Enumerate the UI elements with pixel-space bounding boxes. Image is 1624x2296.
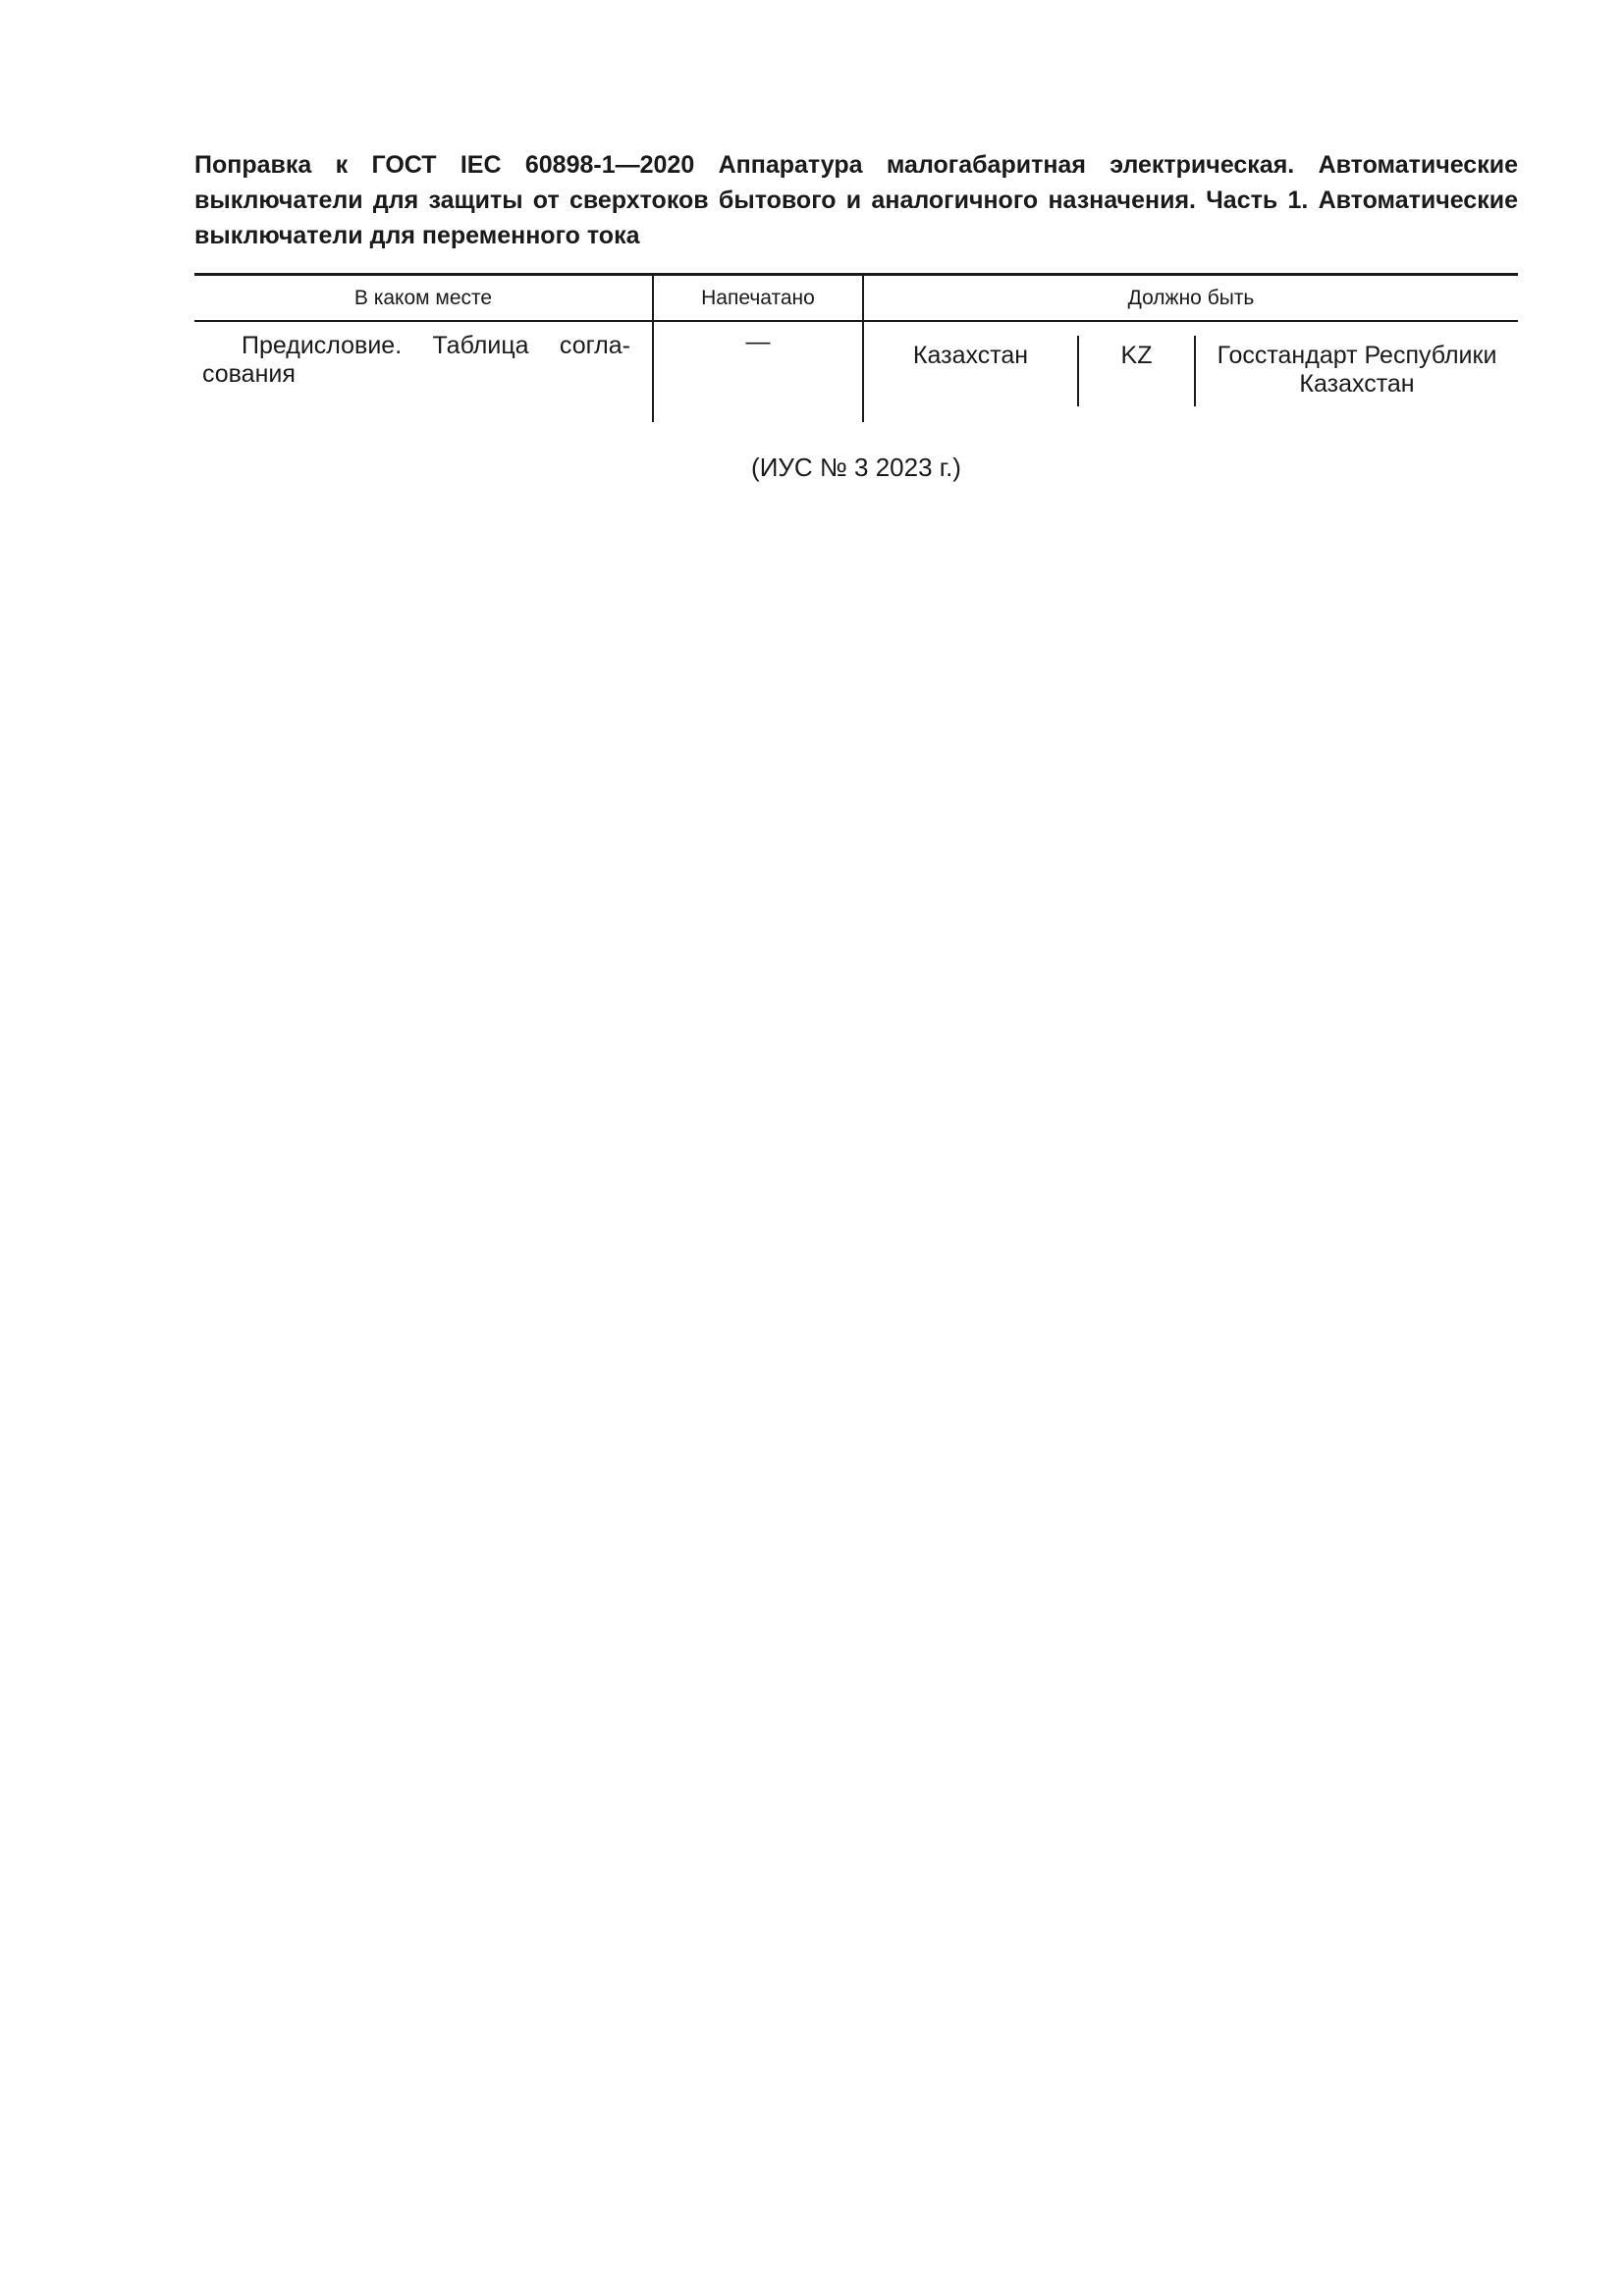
cell-standards-body: Госстандарт Республики Казахстан	[1217, 342, 1497, 398]
correction-table	[194, 273, 1518, 422]
cell-country: Казахстан	[912, 342, 1029, 369]
header-where: В каком месте	[353, 287, 493, 309]
table-header-rule	[194, 320, 1518, 322]
correction-title: Поправка к ГОСТ IEC 60898-1—2020 Аппаратура малогабаритная электрическая. Автоматические выключатели для защиты от сверхтоков бытового и аналогичного назначения. Часть 1. Автоматические выключатели для переменного тока	[194, 151, 1518, 249]
header-printed: Напечатано	[701, 287, 815, 309]
header-should-be: Должно быть	[1127, 287, 1255, 309]
cell-country-code: KZ	[1120, 342, 1153, 369]
cell-printed: —	[745, 328, 771, 355]
publication-source: (ИУС № 3 2023 г.)	[751, 453, 961, 482]
cell-where: Предисловие. Таблица согласования	[202, 332, 630, 388]
